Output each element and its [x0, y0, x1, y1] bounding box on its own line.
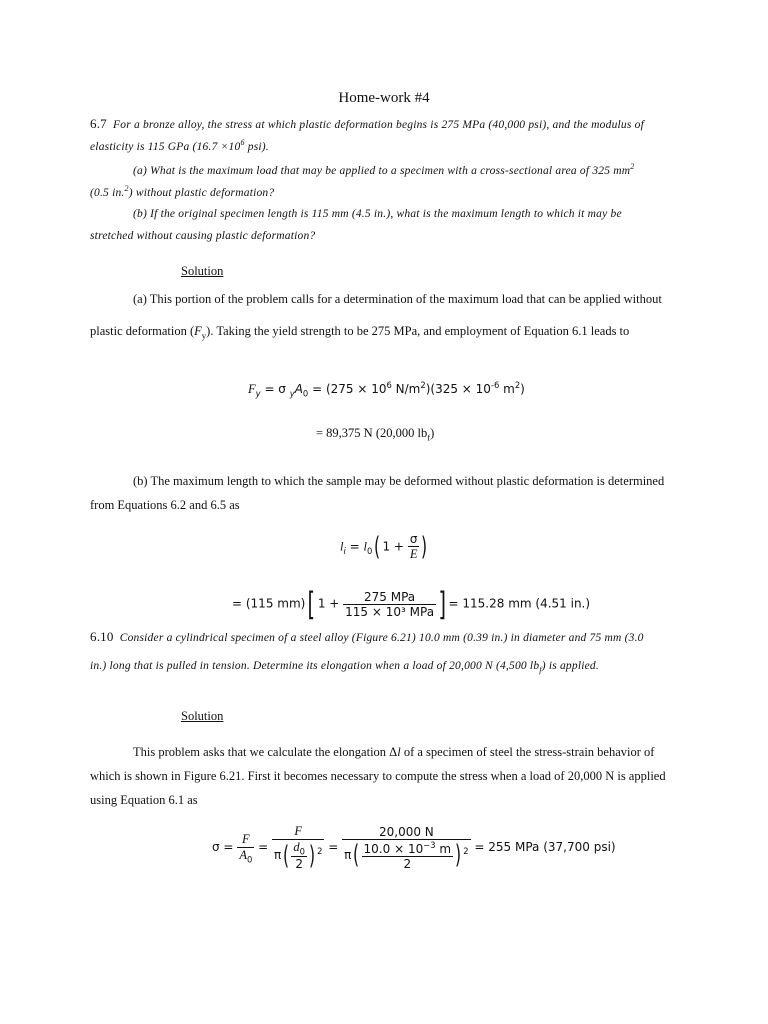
math-text: π	[273, 848, 282, 863]
math-text: )(325 × 10	[425, 382, 491, 396]
problem-text: elasticity is 115 GPa (16.7 ×10	[90, 140, 241, 153]
superscript: 2	[514, 380, 521, 390]
problem-text: stretched without causing plastic deformation?	[90, 230, 316, 242]
right-paren: )	[421, 532, 428, 562]
math-text: = 255 MPa (37,700 psi)	[474, 840, 616, 855]
problem-text: (a) What is the maximum load that may be applied to a specimen with a cross-sectional area of 325 mm	[133, 164, 631, 177]
fraction-numerator	[291, 840, 307, 857]
fraction-denominator: E	[409, 547, 418, 561]
equation-yield-load	[248, 380, 525, 398]
fraction-numerator: 275 MPa	[343, 590, 436, 605]
superscript: 2	[317, 846, 323, 857]
fraction	[342, 825, 470, 871]
math-text: 1 +	[317, 596, 344, 611]
solution-line-1	[133, 745, 654, 760]
right-bracket: ]	[438, 585, 447, 623]
superscript: −3	[423, 839, 436, 850]
problem-6-7-line-2	[90, 138, 269, 153]
subscript: y	[201, 330, 207, 341]
equation-max-length-substituted	[232, 585, 591, 623]
right-paren: )	[309, 840, 316, 871]
fraction-numerator: σ	[408, 532, 420, 547]
fraction-numerator	[362, 840, 454, 857]
subscript: y	[289, 388, 295, 399]
math-variable: F	[194, 324, 202, 338]
subscript: 0	[246, 853, 253, 864]
problem-6-10-line-1	[90, 629, 644, 645]
math-variable: d	[293, 840, 300, 854]
page-title: Home-work #4	[338, 90, 430, 106]
math-text: m	[499, 382, 515, 396]
problem-number: 6.7	[90, 116, 107, 131]
fraction	[362, 840, 454, 871]
problem-6-7-part-a-line-1	[133, 162, 635, 177]
solution-heading: Solution	[181, 264, 224, 278]
body-text: plastic deformation (	[90, 324, 195, 338]
math-text: = (275 × 10	[308, 382, 387, 396]
solution-part-b-line-2: from Equations 6.2 and 6.5 as	[90, 498, 240, 512]
solution-line-3: using Equation 6.1 as	[90, 793, 198, 807]
equation-max-length	[340, 532, 430, 562]
math-text: σ =	[212, 840, 234, 855]
fraction-numerator: F	[237, 832, 254, 848]
solution-heading: Solution	[181, 709, 224, 723]
subscript: 0	[366, 545, 373, 556]
subscript: i	[343, 545, 346, 556]
problem-text: Consider a cylindrical specimen of a steel alloy (Figure 6.21) 10.0 mm (0.39 in.) in diameter and 75 mm (3.0	[119, 632, 644, 644]
solution-part-a-line-2	[90, 324, 629, 341]
problem-number: 6.10	[90, 629, 114, 644]
superscript: 2	[420, 380, 426, 390]
problem-6-7-line-1	[90, 116, 644, 132]
problem-6-7-part-b-line-1	[133, 208, 622, 220]
body-text: ). Taking the yield strength to be 275 MPa, and employment of Equation 6.1 leads to	[206, 324, 630, 338]
problem-6-7-part-a-line-2	[90, 184, 274, 199]
math-text: )	[520, 382, 525, 396]
fraction	[343, 590, 436, 619]
superscript: 2	[630, 162, 635, 171]
math-variable: l	[363, 539, 367, 554]
math-variable: A	[294, 382, 303, 396]
superscript: 6	[386, 380, 392, 390]
math-text: = σ	[264, 382, 290, 396]
problem-text: For a bronze alloy, the stress at which plastic deformation begins is 275 MPa (40,000 psi), and the modulus of	[113, 119, 644, 131]
problem-6-7-part-b-line-2	[90, 230, 315, 242]
fraction-denominator	[237, 848, 254, 864]
solution-part-b-line-1: (b) The maximum length to which the sample may be deformed without plastic deformation is determined	[133, 474, 665, 488]
math-text: =	[345, 539, 364, 554]
fraction	[408, 532, 420, 562]
subscript: 0	[302, 388, 309, 399]
math-variable: A	[239, 847, 247, 862]
subscript: 0	[299, 846, 305, 857]
superscript: 6	[240, 138, 245, 147]
superscript: 2	[463, 845, 469, 856]
fraction-denominator	[342, 840, 470, 871]
fraction	[272, 824, 324, 871]
fraction-denominator: 2	[403, 856, 412, 871]
solution-line-2: which is shown in Figure 6.21. First it becomes necessary to compute the stress when a load of 20,000 N is applied	[90, 769, 666, 783]
math-text: = 89,375 N (20,000 lb	[316, 426, 428, 440]
math-text: 10.0 × 10	[363, 841, 424, 856]
problem-text: ) is applied.	[541, 660, 599, 672]
fraction	[291, 840, 307, 871]
fraction-denominator: 2	[295, 857, 303, 872]
math-text: =	[324, 840, 343, 855]
right-paren: )	[455, 840, 462, 871]
math-variable: F	[248, 382, 256, 396]
fraction-numerator: 20,000 N	[342, 825, 470, 840]
problem-text: psi).	[244, 140, 269, 153]
subscript: y	[255, 388, 261, 399]
problem-text: in.) long that is pulled in tension. Determine its elongation when a load of 20,000 N (4,500 lb	[90, 660, 540, 672]
fraction	[237, 832, 254, 864]
math-text: =	[254, 840, 272, 855]
problem-6-10-line-2	[90, 660, 599, 674]
solution-part-a-line-1: (a) This portion of the problem calls for a determination of the maximum load that can be applied without	[133, 292, 662, 306]
subscript: f	[539, 665, 542, 675]
superscript: 2	[124, 184, 129, 193]
left-paren: (	[353, 840, 360, 871]
math-text: = (115 mm)	[232, 596, 306, 611]
left-bracket: [	[307, 585, 316, 623]
left-paren: (	[374, 532, 381, 562]
math-text: N/m	[391, 382, 421, 396]
fraction-numerator: F	[272, 824, 324, 840]
problem-text: (b) If the original specimen length is 115 mm (4.5 in.), what is the maximum length to which it may be	[133, 208, 622, 220]
math-text: m	[435, 841, 452, 856]
fraction-denominator: 115 × 10³ MPa	[345, 604, 435, 619]
left-paren: (	[283, 840, 290, 871]
equation-yield-load-result	[316, 426, 434, 443]
math-variable: l	[340, 539, 344, 554]
math-variable: l	[397, 745, 401, 759]
body-text: This problem asks that we calculate the elongation Δ	[133, 745, 398, 759]
problem-text: (0.5 in.	[90, 186, 125, 199]
body-text: of a specimen of steel the stress-strain behavior of	[400, 745, 655, 759]
subscript: f	[427, 432, 431, 443]
math-text: 1 +	[382, 539, 408, 554]
problem-text: ) without plastic deformation?	[128, 186, 275, 199]
fraction-denominator	[272, 840, 324, 871]
math-text: )	[430, 426, 435, 440]
math-text: π	[344, 847, 352, 862]
equation-stress	[212, 824, 616, 871]
superscript: -6	[490, 380, 500, 390]
math-text: = 115.28 mm (4.51 in.)	[448, 596, 591, 611]
